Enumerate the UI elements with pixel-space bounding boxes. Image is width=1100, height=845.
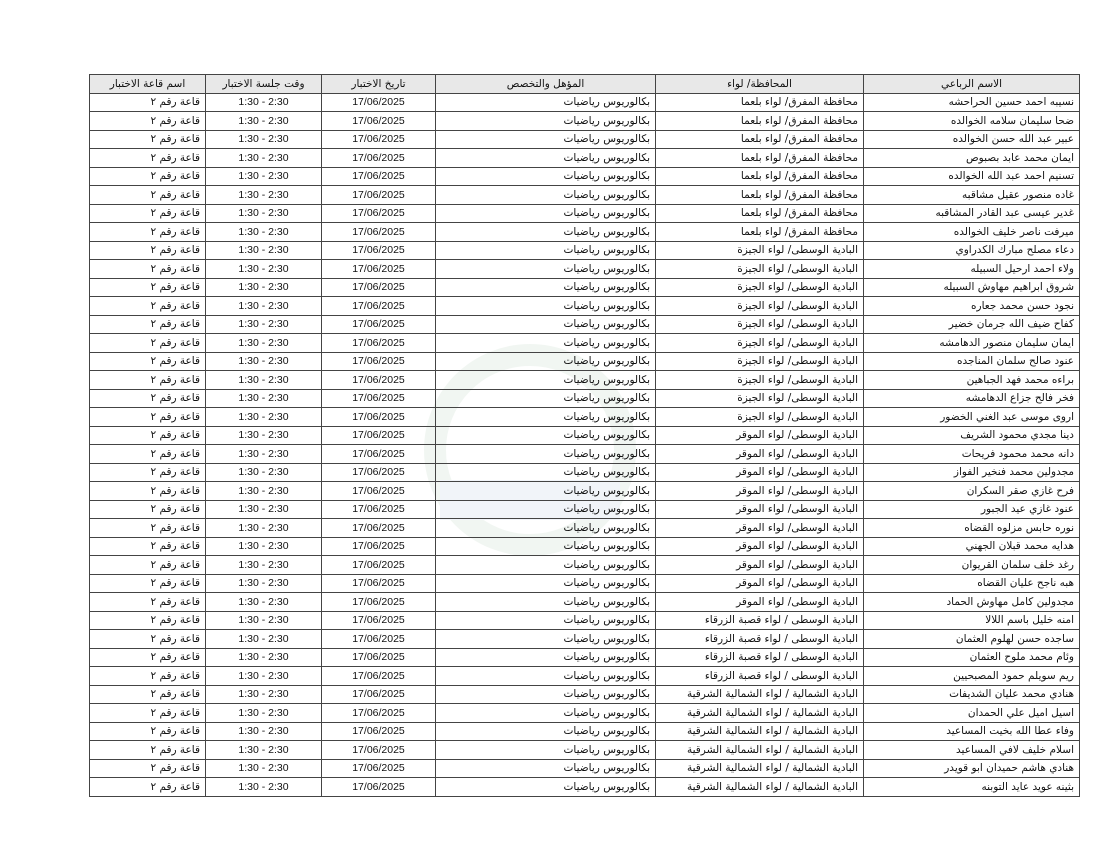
cell-session-time: 1:30 - 2:30 (206, 223, 322, 242)
cell-exam-date: 17/06/2025 (322, 130, 436, 149)
cell-full-name: براءه محمد فهد الجباهين (864, 371, 1080, 390)
cell-qualification: بكالوريوس رياضيات (436, 500, 656, 519)
cell-qualification: بكالوريوس رياضيات (436, 408, 656, 427)
cell-exam-date: 17/06/2025 (322, 149, 436, 168)
cell-session-time: 1:30 - 2:30 (206, 315, 322, 334)
table-row (90, 334, 1080, 353)
table-row (90, 297, 1080, 316)
cell-governorate: البادية الوسطى/ لواء الموقر (656, 556, 864, 575)
cell-qualification: بكالوريوس رياضيات (436, 741, 656, 760)
cell-exam-hall: قاعة رقم ٢ (90, 685, 206, 704)
cell-session-time: 1:30 - 2:30 (206, 537, 322, 556)
cell-full-name: تسنيم احمد عبد الله الخوالده (864, 167, 1080, 186)
cell-full-name: دانه محمد محمود فريحات (864, 445, 1080, 464)
cell-session-time: 1:30 - 2:30 (206, 722, 322, 741)
cell-session-time: 1:30 - 2:30 (206, 741, 322, 760)
cell-session-time: 1:30 - 2:30 (206, 685, 322, 704)
cell-session-time: 1:30 - 2:30 (206, 574, 322, 593)
cell-governorate: البادية الوسطى/ لواء الجيزة (656, 352, 864, 371)
cell-full-name: شروق ابراهيم مهاوش السبيله (864, 278, 1080, 297)
table-row (90, 704, 1080, 723)
cell-exam-hall: قاعة رقم ٢ (90, 297, 206, 316)
cell-governorate: البادية الوسطى/ لواء الجيزة (656, 408, 864, 427)
cell-session-time: 1:30 - 2:30 (206, 167, 322, 186)
cell-session-time: 1:30 - 2:30 (206, 500, 322, 519)
cell-governorate: محافظة المفرق/ لواء بلعما (656, 186, 864, 205)
table-row (90, 685, 1080, 704)
cell-full-name: ايمان سليمان منصور الدهامشه (864, 334, 1080, 353)
cell-exam-date: 17/06/2025 (322, 371, 436, 390)
cell-session-time: 1:30 - 2:30 (206, 112, 322, 131)
cell-qualification: بكالوريوس رياضيات (436, 704, 656, 723)
cell-governorate: البادية الوسطى/ لواء الجيزة (656, 241, 864, 260)
cell-exam-hall: قاعة رقم ٢ (90, 759, 206, 778)
cell-full-name: نسيبه احمد حسين الحراحشه (864, 93, 1080, 112)
table-row (90, 149, 1080, 168)
cell-qualification: بكالوريوس رياضيات (436, 334, 656, 353)
cell-exam-hall: قاعة رقم ٢ (90, 667, 206, 686)
cell-session-time: 1:30 - 2:30 (206, 519, 322, 538)
table-row (90, 574, 1080, 593)
cell-exam-hall: قاعة رقم ٢ (90, 463, 206, 482)
cell-exam-date: 17/06/2025 (322, 204, 436, 223)
cell-full-name: ميرفت ناصر خليف الخوالده (864, 223, 1080, 242)
cell-governorate: البادية الوسطى/ لواء الجيزة (656, 315, 864, 334)
header-full-name: الاسم الرباعي (864, 75, 1080, 94)
cell-session-time: 1:30 - 2:30 (206, 371, 322, 390)
cell-governorate: محافظة المفرق/ لواء بلعما (656, 204, 864, 223)
cell-full-name: كفاح ضيف الله جرمان خضير (864, 315, 1080, 334)
cell-qualification: بكالوريوس رياضيات (436, 630, 656, 649)
cell-qualification: بكالوريوس رياضيات (436, 223, 656, 242)
cell-governorate: البادية الوسطى/ لواء الموقر (656, 537, 864, 556)
cell-exam-hall: قاعة رقم ٢ (90, 93, 206, 112)
cell-full-name: هبه ناجح عليان القضاه (864, 574, 1080, 593)
cell-full-name: وئام محمد ملوح العثمان (864, 648, 1080, 667)
cell-governorate: البادية الوسطى/ لواء الموقر (656, 574, 864, 593)
cell-full-name: بثينه عويد عايد التوبنه (864, 778, 1080, 797)
table-row (90, 426, 1080, 445)
cell-exam-hall: قاعة رقم ٢ (90, 519, 206, 538)
cell-governorate: البادية الشمالية / لواء الشمالية الشرقية (656, 722, 864, 741)
cell-exam-hall: قاعة رقم ٢ (90, 389, 206, 408)
table-row (90, 759, 1080, 778)
table-row (90, 167, 1080, 186)
cell-exam-date: 17/06/2025 (322, 759, 436, 778)
cell-qualification: بكالوريوس رياضيات (436, 574, 656, 593)
cell-exam-date: 17/06/2025 (322, 556, 436, 575)
cell-exam-date: 17/06/2025 (322, 186, 436, 205)
header-exam-date: تاريخ الاختبار (322, 75, 436, 94)
cell-full-name: اروى موسى عبد الغني الخضور (864, 408, 1080, 427)
cell-exam-date: 17/06/2025 (322, 408, 436, 427)
table-body (90, 93, 1080, 796)
table-row (90, 611, 1080, 630)
cell-exam-hall: قاعة رقم ٢ (90, 223, 206, 242)
cell-exam-hall: قاعة رقم ٢ (90, 204, 206, 223)
cell-session-time: 1:30 - 2:30 (206, 186, 322, 205)
cell-governorate: البادية الشمالية / لواء الشمالية الشرقية (656, 759, 864, 778)
table-row (90, 741, 1080, 760)
cell-exam-hall: قاعة رقم ٢ (90, 611, 206, 630)
cell-full-name: غاده منصور عقيل مشاقبه (864, 186, 1080, 205)
cell-full-name: مجدولين كامل مهاوش الحماد (864, 593, 1080, 612)
cell-full-name: نوره حابس مزلوه القضاه (864, 519, 1080, 538)
cell-governorate: البادية الشمالية / لواء الشمالية الشرقية (656, 741, 864, 760)
cell-qualification: بكالوريوس رياضيات (436, 722, 656, 741)
table-row (90, 352, 1080, 371)
cell-full-name: ايمان محمد عابد بصبوص (864, 149, 1080, 168)
cell-exam-date: 17/06/2025 (322, 445, 436, 464)
cell-governorate: البادية الوسطى/ لواء الجيزة (656, 260, 864, 279)
cell-exam-hall: قاعة رقم ٢ (90, 241, 206, 260)
table-row (90, 186, 1080, 205)
cell-exam-hall: قاعة رقم ٢ (90, 574, 206, 593)
cell-qualification: بكالوريوس رياضيات (436, 278, 656, 297)
cell-full-name: عبير عبد الله حسن الخوالده (864, 130, 1080, 149)
cell-exam-hall: قاعة رقم ٢ (90, 648, 206, 667)
table-row (90, 241, 1080, 260)
table-row (90, 722, 1080, 741)
cell-qualification: بكالوريوس رياضيات (436, 685, 656, 704)
table-row (90, 593, 1080, 612)
cell-exam-date: 17/06/2025 (322, 574, 436, 593)
table-row (90, 519, 1080, 538)
cell-session-time: 1:30 - 2:30 (206, 297, 322, 316)
cell-qualification: بكالوريوس رياضيات (436, 556, 656, 575)
cell-session-time: 1:30 - 2:30 (206, 389, 322, 408)
cell-exam-date: 17/06/2025 (322, 315, 436, 334)
cell-full-name: ضحا سليمان سلامه الخوالده (864, 112, 1080, 131)
table-row (90, 204, 1080, 223)
cell-session-time: 1:30 - 2:30 (206, 556, 322, 575)
cell-exam-hall: قاعة رقم ٢ (90, 186, 206, 205)
cell-session-time: 1:30 - 2:30 (206, 593, 322, 612)
cell-governorate: محافظة المفرق/ لواء بلعما (656, 93, 864, 112)
cell-governorate: البادية الوسطى / لواء قصبة الزرقاء (656, 611, 864, 630)
cell-exam-date: 17/06/2025 (322, 482, 436, 501)
cell-governorate: البادية الوسطى/ لواء الموقر (656, 519, 864, 538)
table-row (90, 778, 1080, 797)
cell-exam-hall: قاعة رقم ٢ (90, 778, 206, 797)
cell-qualification: بكالوريوس رياضيات (436, 93, 656, 112)
table-row (90, 408, 1080, 427)
cell-exam-date: 17/06/2025 (322, 389, 436, 408)
cell-session-time: 1:30 - 2:30 (206, 93, 322, 112)
cell-qualification: بكالوريوس رياضيات (436, 389, 656, 408)
cell-governorate: البادية الوسطى/ لواء الجيزة (656, 297, 864, 316)
cell-governorate: البادية الوسطى/ لواء الموقر (656, 426, 864, 445)
cell-qualification: بكالوريوس رياضيات (436, 260, 656, 279)
cell-exam-date: 17/06/2025 (322, 223, 436, 242)
cell-qualification: بكالوريوس رياضيات (436, 537, 656, 556)
cell-qualification: بكالوريوس رياضيات (436, 186, 656, 205)
cell-exam-hall: قاعة رقم ٢ (90, 278, 206, 297)
cell-governorate: البادية الوسطى/ لواء الجيزة (656, 334, 864, 353)
cell-qualification: بكالوريوس رياضيات (436, 426, 656, 445)
cell-exam-hall: قاعة رقم ٢ (90, 352, 206, 371)
cell-session-time: 1:30 - 2:30 (206, 778, 322, 797)
cell-exam-date: 17/06/2025 (322, 704, 436, 723)
cell-exam-date: 17/06/2025 (322, 685, 436, 704)
cell-exam-date: 17/06/2025 (322, 537, 436, 556)
table-row (90, 389, 1080, 408)
table-row (90, 130, 1080, 149)
cell-exam-hall: قاعة رقم ٢ (90, 112, 206, 131)
cell-governorate: البادية الوسطى / لواء قصبة الزرقاء (656, 667, 864, 686)
cell-exam-hall: قاعة رقم ٢ (90, 593, 206, 612)
cell-exam-hall: قاعة رقم ٢ (90, 445, 206, 464)
cell-qualification: بكالوريوس رياضيات (436, 130, 656, 149)
cell-exam-date: 17/06/2025 (322, 334, 436, 353)
cell-session-time: 1:30 - 2:30 (206, 352, 322, 371)
cell-exam-date: 17/06/2025 (322, 630, 436, 649)
cell-full-name: فرح غازي صقر السكران (864, 482, 1080, 501)
cell-exam-hall: قاعة رقم ٢ (90, 482, 206, 501)
cell-session-time: 1:30 - 2:30 (206, 334, 322, 353)
cell-exam-date: 17/06/2025 (322, 463, 436, 482)
cell-governorate: محافظة المفرق/ لواء بلعما (656, 130, 864, 149)
cell-exam-date: 17/06/2025 (322, 352, 436, 371)
cell-session-time: 1:30 - 2:30 (206, 241, 322, 260)
cell-governorate: البادية الوسطى/ لواء الموقر (656, 593, 864, 612)
cell-full-name: دعاء مصلح مبارك الكدراوي (864, 241, 1080, 260)
exam-schedule-table (89, 74, 1080, 797)
table-row (90, 463, 1080, 482)
cell-full-name: هنادي محمد عليان الشديفات (864, 685, 1080, 704)
table-row (90, 93, 1080, 112)
cell-qualification: بكالوريوس رياضيات (436, 204, 656, 223)
cell-qualification: بكالوريوس رياضيات (436, 167, 656, 186)
table-row (90, 315, 1080, 334)
cell-governorate: البادية الوسطى/ لواء الجيزة (656, 389, 864, 408)
cell-qualification: بكالوريوس رياضيات (436, 463, 656, 482)
table-row (90, 445, 1080, 464)
cell-exam-hall: قاعة رقم ٢ (90, 315, 206, 334)
cell-exam-hall: قاعة رقم ٢ (90, 537, 206, 556)
exam-schedule-sheet (89, 74, 1079, 797)
cell-full-name: ساجده حسن لهلوم العثمان (864, 630, 1080, 649)
cell-full-name: اسلام خليف لافي المساعيد (864, 741, 1080, 760)
table-row (90, 112, 1080, 131)
cell-exam-hall: قاعة رقم ٢ (90, 722, 206, 741)
cell-exam-date: 17/06/2025 (322, 278, 436, 297)
cell-exam-date: 17/06/2025 (322, 500, 436, 519)
cell-session-time: 1:30 - 2:30 (206, 260, 322, 279)
cell-qualification: بكالوريوس رياضيات (436, 371, 656, 390)
header-governorate: المحافظة/ لواء (656, 75, 864, 94)
cell-exam-hall: قاعة رقم ٢ (90, 704, 206, 723)
table-row (90, 630, 1080, 649)
cell-session-time: 1:30 - 2:30 (206, 759, 322, 778)
cell-exam-date: 17/06/2025 (322, 426, 436, 445)
cell-session-time: 1:30 - 2:30 (206, 426, 322, 445)
cell-exam-date: 17/06/2025 (322, 519, 436, 538)
cell-governorate: البادية الشمالية / لواء الشمالية الشرقية (656, 685, 864, 704)
cell-full-name: عنود صالح سلمان المناجده (864, 352, 1080, 371)
header-qualification: المؤهل والتخصص (436, 75, 656, 94)
header-row (90, 75, 1080, 94)
cell-exam-date: 17/06/2025 (322, 667, 436, 686)
cell-exam-hall: قاعة رقم ٢ (90, 426, 206, 445)
cell-full-name: ريم سويلم حمود المصبحيين (864, 667, 1080, 686)
cell-governorate: البادية الوسطى/ لواء الموقر (656, 463, 864, 482)
cell-exam-date: 17/06/2025 (322, 112, 436, 131)
cell-governorate: البادية الوسطى/ لواء الموقر (656, 500, 864, 519)
cell-exam-date: 17/06/2025 (322, 778, 436, 797)
cell-qualification: بكالوريوس رياضيات (436, 352, 656, 371)
cell-exam-hall: قاعة رقم ٢ (90, 630, 206, 649)
cell-exam-hall: قاعة رقم ٢ (90, 149, 206, 168)
cell-exam-date: 17/06/2025 (322, 648, 436, 667)
cell-qualification: بكالوريوس رياضيات (436, 778, 656, 797)
cell-exam-hall: قاعة رقم ٢ (90, 371, 206, 390)
cell-session-time: 1:30 - 2:30 (206, 408, 322, 427)
cell-session-time: 1:30 - 2:30 (206, 667, 322, 686)
cell-full-name: هدايه محمد قبلان الجهني (864, 537, 1080, 556)
cell-session-time: 1:30 - 2:30 (206, 611, 322, 630)
table-row (90, 223, 1080, 242)
cell-full-name: مجدولين محمد فنخير الفواز (864, 463, 1080, 482)
cell-exam-date: 17/06/2025 (322, 93, 436, 112)
cell-exam-hall: قاعة رقم ٢ (90, 260, 206, 279)
cell-full-name: وفاء عطا الله بخيت المساعيد (864, 722, 1080, 741)
table-row (90, 260, 1080, 279)
cell-exam-hall: قاعة رقم ٢ (90, 556, 206, 575)
cell-qualification: بكالوريوس رياضيات (436, 593, 656, 612)
cell-exam-hall: قاعة رقم ٢ (90, 334, 206, 353)
table-row (90, 648, 1080, 667)
header-session-time: وقت جلسة الاختبار (206, 75, 322, 94)
cell-exam-date: 17/06/2025 (322, 241, 436, 260)
cell-exam-hall: قاعة رقم ٢ (90, 741, 206, 760)
cell-governorate: محافظة المفرق/ لواء بلعما (656, 223, 864, 242)
cell-qualification: بكالوريوس رياضيات (436, 519, 656, 538)
cell-governorate: البادية الوسطى / لواء قصبة الزرقاء (656, 648, 864, 667)
cell-governorate: البادية الوسطى/ لواء الموقر (656, 445, 864, 464)
cell-exam-date: 17/06/2025 (322, 722, 436, 741)
cell-qualification: بكالوريوس رياضيات (436, 297, 656, 316)
table-row (90, 500, 1080, 519)
cell-exam-date: 17/06/2025 (322, 593, 436, 612)
cell-governorate: البادية الوسطى / لواء قصبة الزرقاء (656, 630, 864, 649)
cell-qualification: بكالوريوس رياضيات (436, 611, 656, 630)
cell-qualification: بكالوريوس رياضيات (436, 112, 656, 131)
cell-full-name: اسيل اميل علي الحمدان (864, 704, 1080, 723)
cell-exam-date: 17/06/2025 (322, 260, 436, 279)
cell-qualification: بكالوريوس رياضيات (436, 482, 656, 501)
cell-governorate: البادية الوسطى/ لواء الجيزة (656, 371, 864, 390)
table-row (90, 371, 1080, 390)
cell-qualification: بكالوريوس رياضيات (436, 149, 656, 168)
table-row (90, 537, 1080, 556)
cell-session-time: 1:30 - 2:30 (206, 630, 322, 649)
cell-exam-date: 17/06/2025 (322, 611, 436, 630)
cell-governorate: البادية الشمالية / لواء الشمالية الشرقية (656, 778, 864, 797)
table-row (90, 278, 1080, 297)
header-exam-hall: اسم قاعة الاختبار (90, 75, 206, 94)
cell-session-time: 1:30 - 2:30 (206, 278, 322, 297)
cell-governorate: محافظة المفرق/ لواء بلعما (656, 149, 864, 168)
cell-full-name: غدير عيسى عبد القادر المشاقبه (864, 204, 1080, 223)
cell-qualification: بكالوريوس رياضيات (436, 648, 656, 667)
cell-qualification: بكالوريوس رياضيات (436, 445, 656, 464)
cell-session-time: 1:30 - 2:30 (206, 482, 322, 501)
cell-full-name: ولاء احمد ارحيل السبيله (864, 260, 1080, 279)
cell-exam-hall: قاعة رقم ٢ (90, 500, 206, 519)
cell-exam-date: 17/06/2025 (322, 741, 436, 760)
cell-qualification: بكالوريوس رياضيات (436, 759, 656, 778)
table-row (90, 556, 1080, 575)
table-row (90, 482, 1080, 501)
cell-exam-hall: قاعة رقم ٢ (90, 408, 206, 427)
table-row (90, 667, 1080, 686)
cell-session-time: 1:30 - 2:30 (206, 149, 322, 168)
cell-session-time: 1:30 - 2:30 (206, 648, 322, 667)
cell-exam-hall: قاعة رقم ٢ (90, 130, 206, 149)
cell-session-time: 1:30 - 2:30 (206, 445, 322, 464)
cell-session-time: 1:30 - 2:30 (206, 204, 322, 223)
cell-full-name: عنود غازي عيد الجبور (864, 500, 1080, 519)
cell-exam-date: 17/06/2025 (322, 167, 436, 186)
cell-session-time: 1:30 - 2:30 (206, 463, 322, 482)
cell-full-name: امنه خليل باسم اللالا (864, 611, 1080, 630)
cell-governorate: البادية الوسطى/ لواء الموقر (656, 482, 864, 501)
cell-governorate: البادية الوسطى/ لواء الجيزة (656, 278, 864, 297)
cell-full-name: رغد خلف سلمان القريوان (864, 556, 1080, 575)
cell-governorate: محافظة المفرق/ لواء بلعما (656, 167, 864, 186)
cell-governorate: البادية الشمالية / لواء الشمالية الشرقية (656, 704, 864, 723)
cell-exam-hall: قاعة رقم ٢ (90, 167, 206, 186)
cell-qualification: بكالوريوس رياضيات (436, 667, 656, 686)
cell-session-time: 1:30 - 2:30 (206, 704, 322, 723)
cell-exam-date: 17/06/2025 (322, 297, 436, 316)
cell-full-name: نجود حسن محمد جعاره (864, 297, 1080, 316)
cell-full-name: هنادي هاشم حميدان ابو قويدر (864, 759, 1080, 778)
cell-full-name: دينا مجدي محمود الشريف (864, 426, 1080, 445)
cell-qualification: بكالوريوس رياضيات (436, 241, 656, 260)
cell-full-name: فخر فالح جزاع الدهامشه (864, 389, 1080, 408)
cell-session-time: 1:30 - 2:30 (206, 130, 322, 149)
cell-governorate: محافظة المفرق/ لواء بلعما (656, 112, 864, 131)
cell-qualification: بكالوريوس رياضيات (436, 315, 656, 334)
